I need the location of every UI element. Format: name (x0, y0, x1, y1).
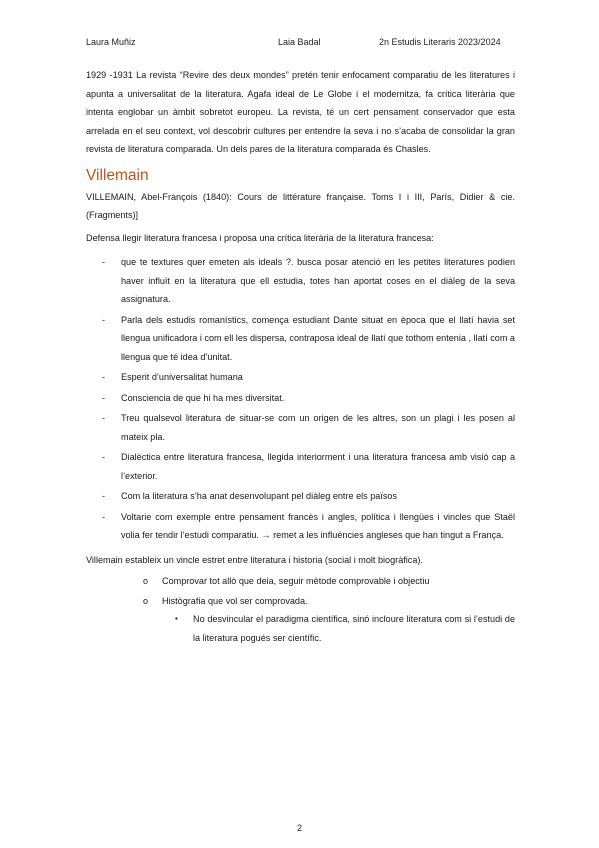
closing-paragraph: Villemain estableix un vincle estret entre literatura i historia (social i molt biogràfica). (86, 554, 423, 565)
list-item (86, 508, 515, 545)
list-item (86, 409, 515, 446)
list-item (86, 253, 515, 309)
dash-marker: - (102, 372, 105, 382)
list-item-text: que te textures quer emeten als ideals ?. busca posar atenció en les petites literatures podien haver influït en la literatura que ell estudia, totes han aportat coses en el diàleg de la seva assignatura. (121, 257, 515, 304)
list-item-text: Dialèctica entre literatura francesa, llegida interiorment i una literatura francesa amb visió cap a l’exterior. (121, 452, 515, 481)
dash-marker: - (102, 413, 105, 423)
lead-paragraph: Defensa llegir literatura francesa i proposa una crítica literària de la literatura francesa: (86, 232, 434, 243)
list-item-text: No desvincular el paradigma científica, sinó incloure literatura com si l’estudi de la literatura pogués ser científic. (193, 614, 515, 643)
intro-paragraph: 1929 -1931 La revista “Revire des deux mondes” pretén tenir enfocament comparatiu de les literatures i apunta a universalitat de la literatura. Agafa ideal de Le Globe i el modernitza, fa crítica literària que intenta englobar un àmbit sobretot europeu. La revista, té un cert pensament conservador que esta arrelada en el seu context, vol descobrir cultures per entendre la seva i no s’acaba de consolidar la gran revista de literatura comparada. Un dels pares de la literatura comparada és Chasles. (86, 70, 515, 154)
header-coauthor: Laia Badal (278, 37, 321, 47)
circle-marker: o (143, 595, 149, 606)
dash-bullet-list (86, 253, 515, 545)
page-number: 2 (296, 823, 302, 833)
list-item-text: Treu qualsevol literatura de situar-se com un origen de les altres, son un plagi i les posen al mateix pla. (121, 413, 515, 442)
list-item (86, 487, 515, 506)
square-marker: ▪ (175, 614, 178, 623)
list-item (86, 389, 515, 408)
list-item-text: Com la literatura s’ha anat desenvolupant pel diàleg entre els països (121, 491, 398, 501)
list-item (86, 368, 515, 387)
dash-marker: - (102, 314, 105, 325)
header-author: Laura Muñiz (86, 37, 136, 47)
dash-marker: - (102, 511, 105, 522)
list-item (86, 572, 515, 591)
square-bullet-list (162, 610, 515, 647)
circle-bullet-list (86, 572, 515, 647)
list-item (162, 610, 515, 647)
list-item (86, 311, 515, 367)
header-course: 2n Estudis Literaris 2023/2024 (379, 37, 501, 47)
list-item-text: Consciencia de que hi ha mes diversitat. (121, 392, 285, 403)
bibliographic-reference: VILLEMAIN, Abel-François (1840): Cours de littérature française. Toms I i III, París, Didier & cie. (Fragments)] (86, 191, 515, 220)
dash-marker: - (102, 392, 105, 403)
list-item-text: Histògrafia que vol ser comprovada. (162, 595, 308, 606)
dash-marker: - (102, 257, 105, 267)
circle-marker: o (143, 576, 149, 586)
document-body (86, 66, 515, 648)
list-item (86, 592, 515, 648)
dash-marker: - (102, 452, 105, 462)
list-item-text: Esperit d’universalitat humana (121, 372, 243, 382)
list-item-text: Voltarie com exemple entre pensament francès i angles, política i llengües i vincles que Staël volia fer tendir l’estudi comparatiu. → remet a les influències angleses que han tingut a França. (121, 511, 515, 540)
list-item-text: Comprovar tot allò que deia, seguir mètode comprovable i objectiu (162, 576, 430, 586)
list-item (86, 448, 515, 485)
dash-marker: - (102, 491, 105, 501)
list-item-text: Parla dels estudis romanístics, comença estudiant Dante situat en època que el llatí havia set llengua unificadora i com ell les dispersa, contraposa ideal de llatí que tothom entenia , llatí com a llengua que té idea d’unitat. (121, 314, 515, 362)
section-heading: Villemain (86, 166, 149, 184)
